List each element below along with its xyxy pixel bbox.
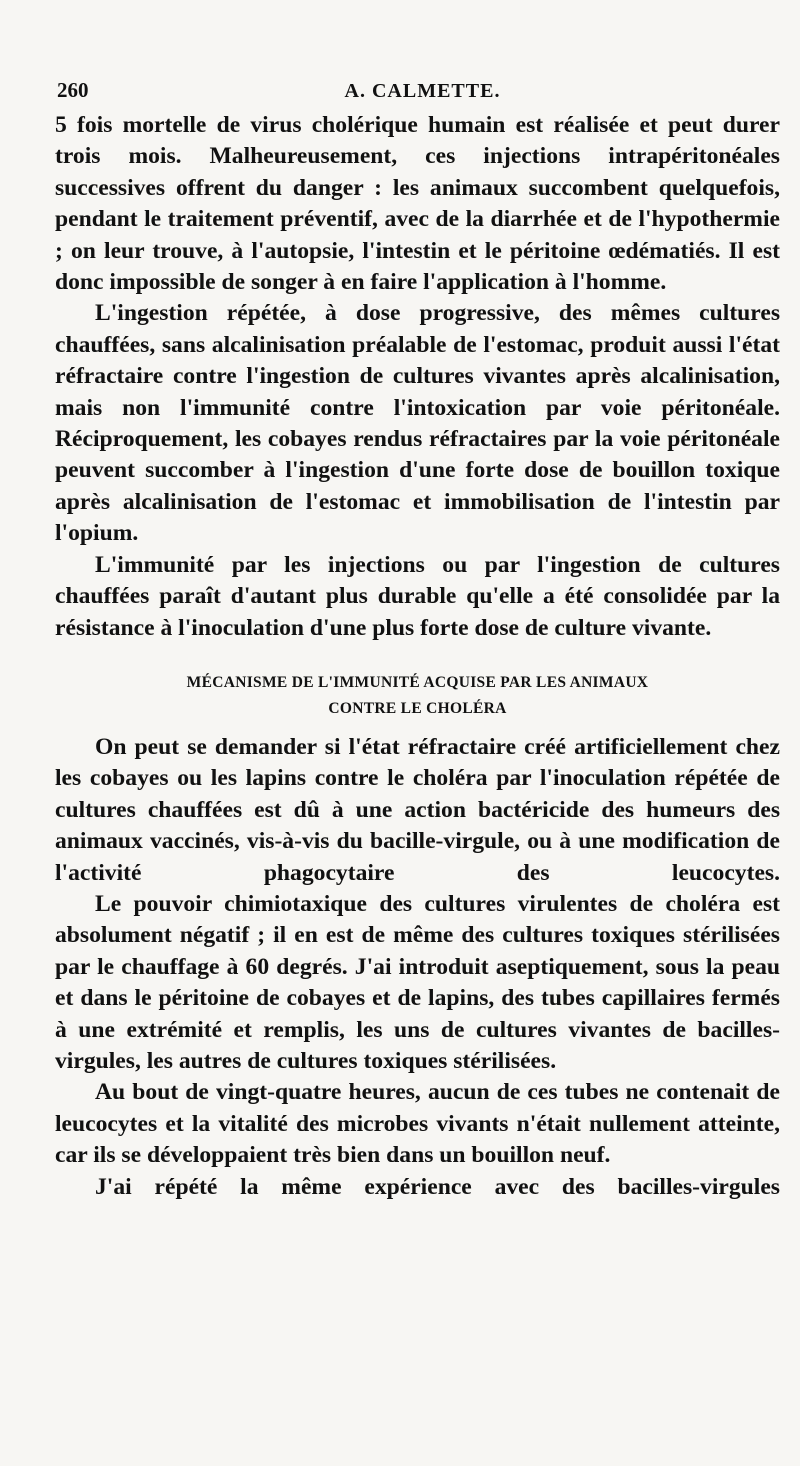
paragraph: On peut se demander si l'état réfractaire créé artificiellement chez les cobayes ou les lapins contre le choléra par l'inoculation répétée de cultures chauffées est dû à une action bactéricide des humeurs des animaux vaccinés, vis-à-vis du bacille-virgule, ou à une modification de l'activité phagocytaire des leucocytes. [55, 733, 780, 886]
paragraph: L'immunité par les injections ou par l'ingestion de cultures chauffées paraît d'autant plus durable qu'elle a été consolidée par la résistance à l'inoculation d'une plus forte dose de culture vivante. [55, 551, 780, 641]
running-head [55, 70, 780, 110]
page-number: 260 [57, 78, 89, 102]
section-heading-line: MÉCANISME DE L'IMMUNITÉ ACQUISE PAR LES ANIMAUX [186, 673, 649, 691]
section-heading-line: CONTRE LE CHOLÉRA [328, 699, 507, 717]
paragraph: L'ingestion répétée, à dose progressive, des mêmes cultures chauffées, sans alcalinisation préalable de l'estomac, produit aussi l'état réfractaire contre l'ingestion de cultures vivantes après alcalinisation, mais non l'immunité contre l'intoxication par voie péritonéale. Réciproquement, les cobayes rendus réfractaires par la voie péritonéale peuvent succomber à l'ingestion d'une forte dose de bouillon toxique après alcalinisation de l'estomac et immobilisation de l'intestin par l'opium. [55, 300, 780, 547]
paragraph: Le pouvoir chimiotaxique des cultures virulentes de choléra est absolument négatif ; il en est de même des cultures toxiques stérilisées par le chauffage à 60 degrés. J'ai introduit aseptiquement, sous la peau et dans le péritoine de cobayes et de lapins, des tubes capillaires fermés à une extrémité et remplis, les uns de cultures vivantes de bacilles-virgules, les autres de cultures toxiques stérilisées. [55, 890, 780, 1074]
section-heading [55, 670, 780, 722]
paragraph: Au bout de vingt-quatre heures, aucun de ces tubes ne contenait de leucocytes et la vitalité des microbes vivants n'était nullement atteinte, car ils se développaient très bien dans un bouillon neuf. [55, 1079, 780, 1169]
paragraph: J'ai répété la même expérience avec des bacilles-virgules [95, 1173, 780, 1200]
page [55, 70, 780, 1203]
running-title: A. CALMETTE. [344, 80, 501, 102]
paragraph: 5 fois mortelle de virus cholérique humain est réalisée et peut durer trois mois. Malheureusement, ces injections intrapéritonéales successives offrent du danger : les animaux succombent quelquefois, pendant le traitement préventif, avec de la diarrhée et de l'hypothermie ; on leur trouve, à l'autopsie, l'intestin et le péritoine œdématiés. Il est donc impossible de songer à en faire l'application à l'homme. [55, 112, 780, 296]
